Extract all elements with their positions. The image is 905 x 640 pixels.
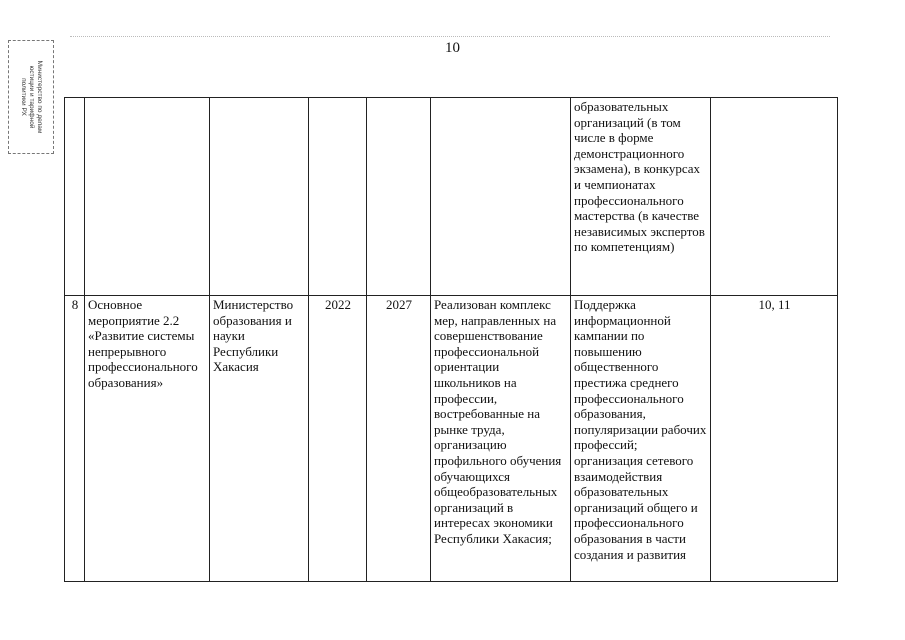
cell-number: 8	[65, 296, 85, 582]
table-row	[65, 296, 838, 582]
cell-executor: Министерство образования и науки Республики Хакасия	[210, 296, 309, 582]
page-number: 10	[445, 40, 460, 56]
cell-start-year	[309, 98, 367, 296]
registration-stamp	[8, 40, 54, 154]
cell-expected-result	[431, 98, 571, 296]
stamp-line: политики РХ	[19, 78, 27, 116]
cell-end-year	[367, 98, 431, 296]
stamp-line: юстиции и тарифной	[28, 65, 36, 129]
stamp-line: Министерство по делам	[36, 60, 44, 134]
cell-measure-name	[85, 98, 210, 296]
cell-expected-result: Реализован комплекс мер, направленных на совершенствование профессиональной ориентации школьников на профессии, востребованные на рынке труда, организацию профильного обучения обучающихся общеобразовательных организаций в интересах экономики Республики Хакасия;	[431, 296, 571, 582]
cell-number	[65, 98, 85, 296]
scan-artifact-line	[70, 36, 830, 37]
cell-main-content: образовательных организаций (в том числе в форме демонстрационного экзамена), в конкурсах и чемпионатах профессионального мастерства (в качестве независимых экспертов по компетенциям)	[571, 98, 711, 296]
cell-indicators: 10, 11	[711, 296, 838, 582]
table-row	[65, 98, 838, 296]
cell-measure-name: Основное мероприятие 2.2 «Развитие системы непрерывного профессионального образования»	[85, 296, 210, 582]
stamp-text	[19, 42, 43, 152]
cell-end-year: 2027	[367, 296, 431, 582]
measures-table	[64, 97, 838, 582]
cell-start-year: 2022	[309, 296, 367, 582]
cell-executor	[210, 98, 309, 296]
cell-main-content: Поддержка информационной кампании по повышению общественного престижа среднего профессионального образования, популяризации рабочих профессий; организация сетевого взаимодействия образовательных организаций общего и профессионального образования в части создания и развития	[571, 296, 711, 582]
cell-indicators	[711, 98, 838, 296]
